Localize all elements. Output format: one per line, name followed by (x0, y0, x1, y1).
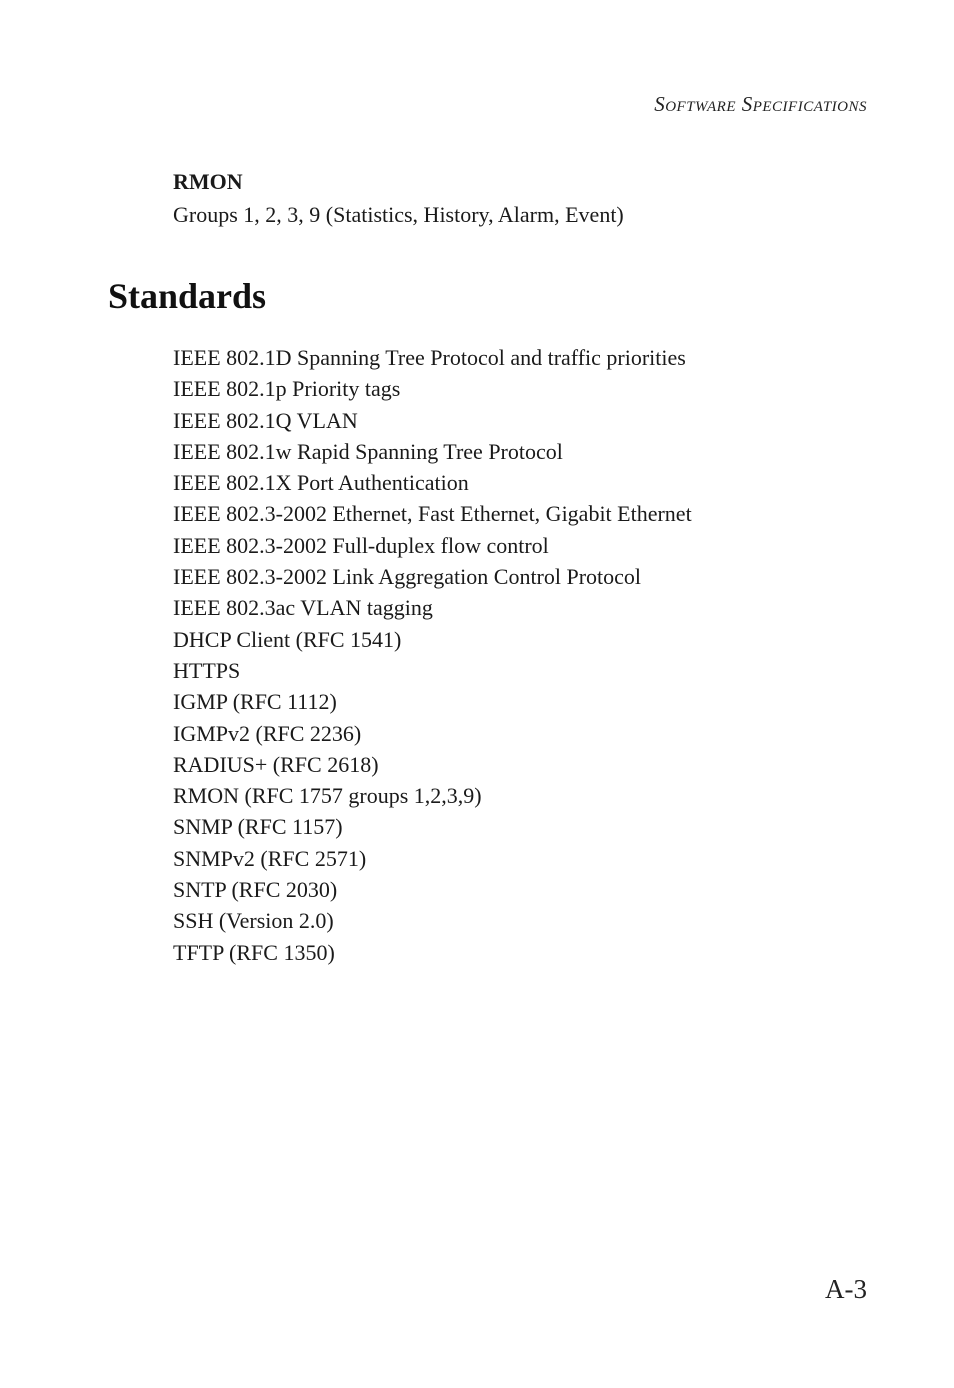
list-item: RMON (RFC 1757 groups 1,2,3,9) (173, 783, 482, 809)
rmon-heading: RMON (173, 169, 243, 194)
list-item: IEEE 802.3-2002 Link Aggregation Control Protocol (173, 564, 642, 590)
list-item: IEEE 802.1Q VLAN (173, 407, 358, 433)
list-item: IEEE 802.3ac VLAN tagging (173, 595, 433, 621)
rmon-section (173, 168, 624, 231)
list-item: IEEE 802.1w Rapid Spanning Tree Protocol (173, 438, 563, 464)
running-header: Software Specifications (654, 92, 867, 116)
list-item: IEEE 802.3-2002 Full-duplex flow control (173, 532, 549, 558)
list-item: IEEE 802.1p Priority tags (173, 376, 401, 402)
list-item: SSH (Version 2.0) (173, 908, 334, 934)
list-item: TFTP (RFC 1350) (173, 939, 335, 965)
list-item: IGMPv2 (RFC 2236) (173, 720, 362, 746)
list-item: IEEE 802.3-2002 Ethernet, Fast Ethernet, Gigabit Ethernet (173, 501, 692, 527)
list-item: RADIUS+ (RFC 2618) (173, 751, 379, 777)
list-item: IGMP (RFC 1112) (173, 689, 337, 715)
list-item: HTTPS (173, 657, 241, 683)
page-title: Standards (108, 276, 267, 316)
list-item: SNTP (RFC 2030) (173, 877, 338, 903)
list-item: SNMPv2 (RFC 2571) (173, 845, 367, 871)
list-item: IEEE 802.1X Port Authentication (173, 470, 469, 496)
standards-list (173, 342, 692, 968)
list-item: SNMP (RFC 1157) (173, 814, 343, 840)
list-item: IEEE 802.1D Spanning Tree Protocol and traffic priorities (173, 345, 686, 370)
list-item: DHCP Client (RFC 1541) (173, 626, 402, 652)
rmon-text: Groups 1, 2, 3, 9 (Statistics, History, Alarm, Event) (173, 202, 624, 227)
page-number: A-3 (825, 1274, 867, 1304)
